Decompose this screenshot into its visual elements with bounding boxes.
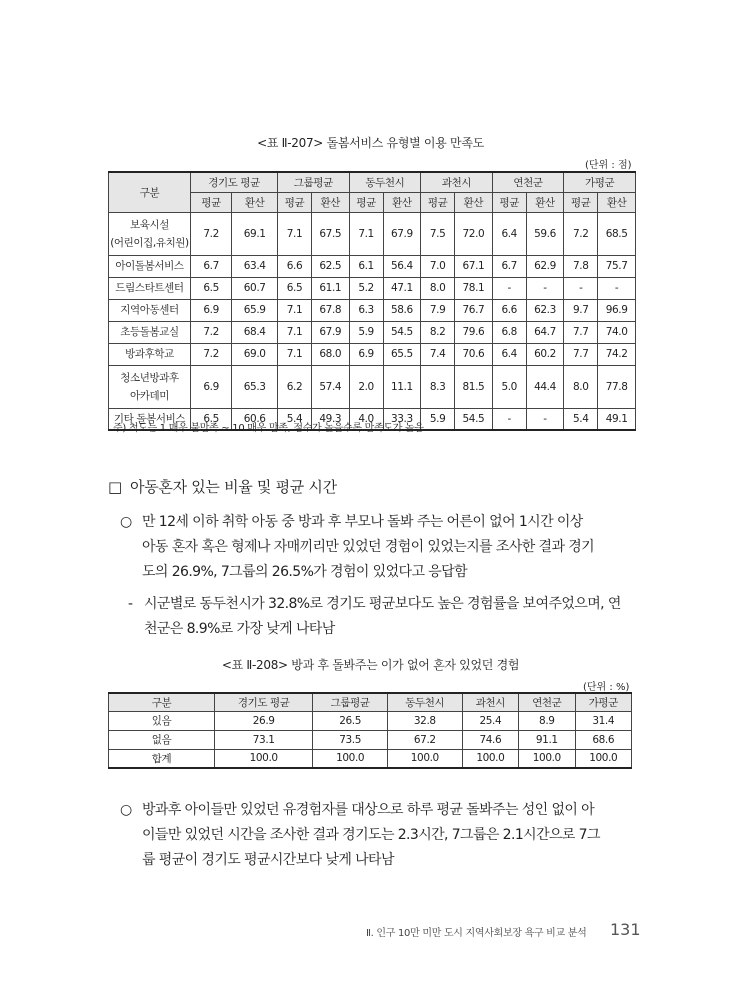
- row-label-line: (어린이집,유치원): [110, 236, 189, 249]
- table1-corner: 구분: [109, 172, 191, 212]
- table-cell: 62.3: [526, 299, 564, 321]
- table-cell: 7.1: [278, 321, 312, 343]
- table-cell: 8.2: [421, 321, 455, 343]
- table-cell: 7.2: [191, 321, 232, 343]
- table-cell: 67.9: [383, 212, 421, 255]
- table1-subheader: 평균: [492, 192, 526, 212]
- table-cell: 69.1: [232, 212, 278, 255]
- table-cell: -: [526, 408, 564, 430]
- table1-group-header: 가평군: [564, 172, 636, 192]
- table-cell: 6.8: [492, 321, 526, 343]
- table-cell: 74.0: [598, 321, 636, 343]
- table-cell: 74.6: [462, 730, 518, 749]
- table-cell: 8.0: [421, 277, 455, 299]
- table1-group-header: 연천군: [492, 172, 564, 192]
- table2-header: 경기도 평균: [215, 693, 313, 711]
- table-cell: 7.8: [564, 255, 598, 277]
- row-label-line: 방과후학교: [125, 348, 174, 360]
- table-cell: 73.1: [215, 730, 313, 749]
- table-cell: 6.4: [492, 212, 526, 255]
- table-cell: 5.9: [421, 408, 455, 430]
- table1-group-header: 동두천시: [349, 172, 421, 192]
- table-cell: 8.9: [519, 711, 575, 730]
- paragraph-3: [120, 798, 640, 873]
- table-cell: 58.6: [383, 299, 421, 321]
- table1-subheader: 환산: [455, 192, 493, 212]
- row-label-line: 아카데미: [130, 389, 169, 402]
- table-cell: 31.4: [575, 711, 631, 730]
- table1-subheader: 환산: [232, 192, 278, 212]
- table-cell: 6.6: [492, 299, 526, 321]
- table2-unit: (단위 : %): [583, 682, 630, 693]
- table-cell: 61.1: [311, 277, 349, 299]
- table-cell: 100.0: [387, 749, 462, 768]
- row-label: [109, 365, 191, 408]
- table-cell: 7.1: [278, 343, 312, 365]
- table-cell: 91.1: [519, 730, 575, 749]
- table-row: [109, 212, 636, 255]
- paragraph-3-line: 룹 평균이 경기도 평균시간보다 낮게 나타남: [142, 852, 394, 868]
- row-label: 있음: [109, 711, 215, 730]
- table-cell: 69.0: [232, 343, 278, 365]
- table-cell: 7.5: [421, 212, 455, 255]
- table-cell: 74.2: [598, 343, 636, 365]
- row-label: [109, 343, 191, 365]
- table-cell: 67.9: [311, 321, 349, 343]
- table-cell: 49.3: [311, 408, 349, 430]
- table-cell: 54.5: [455, 408, 493, 430]
- table-cell: 59.6: [526, 212, 564, 255]
- table-cell: 65.9: [232, 299, 278, 321]
- table1-group-header: 경기도 평균: [191, 172, 278, 192]
- paragraph-1-line: 만 12세 이하 취학 아동 중 방과 후 부모나 돌봐 주는 어른이 없어 1시간 이상: [142, 514, 583, 530]
- table-cell: 6.4: [492, 343, 526, 365]
- paragraph-2-line: 천군은 8.9%로 가장 낮게 나타남: [144, 621, 335, 637]
- row-label: [109, 299, 191, 321]
- paragraph-1-line: 도의 26.9%, 7그룹의 26.5%가 경험이 있었다고 응답함: [142, 564, 467, 580]
- table-cell: 75.7: [598, 255, 636, 277]
- row-label-line: 보육시설: [130, 218, 169, 231]
- table-cell: 6.9: [349, 343, 383, 365]
- table-cell: 100.0: [313, 749, 388, 768]
- table-cell: 6.9: [191, 299, 232, 321]
- table2-header: 구분: [109, 693, 215, 711]
- table1-subheader: 평균: [564, 192, 598, 212]
- table-cell: 9.7: [564, 299, 598, 321]
- table-cell: 11.1: [383, 365, 421, 408]
- table-cell: 5.9: [349, 321, 383, 343]
- table-cell: 100.0: [519, 749, 575, 768]
- table-cell: -: [492, 408, 526, 430]
- table-cell: 5.4: [278, 408, 312, 430]
- table-cell: 7.1: [278, 212, 312, 255]
- table-cell: 56.4: [383, 255, 421, 277]
- table-cell: 62.5: [311, 255, 349, 277]
- table-cell: 7.1: [349, 212, 383, 255]
- table1-subheader: 환산: [311, 192, 349, 212]
- table-cell: 68.0: [311, 343, 349, 365]
- circle-bullet-icon: ○: [120, 514, 132, 530]
- table-cell: 73.5: [313, 730, 388, 749]
- table-cell: 77.8: [598, 365, 636, 408]
- table-cell: 96.9: [598, 299, 636, 321]
- table-cell: 78.1: [455, 277, 493, 299]
- paragraph-3-line: 이들만 있었던 시간을 조사한 결과 경기도는 2.3시간, 7그룹은 2.1시간으로 7그: [142, 827, 600, 843]
- table1-subheader: 평균: [191, 192, 232, 212]
- table-cell: 7.4: [421, 343, 455, 365]
- table-cell: 7.7: [564, 321, 598, 343]
- table-row: [109, 730, 632, 749]
- table-cell: 8.0: [564, 365, 598, 408]
- table-cell: 100.0: [215, 749, 313, 768]
- table-cell: 7.2: [191, 343, 232, 365]
- table-cell: 32.8: [387, 711, 462, 730]
- table-row: [109, 277, 636, 299]
- table-cell: 81.5: [455, 365, 493, 408]
- table-cell: 6.6: [278, 255, 312, 277]
- table-cell: 79.6: [455, 321, 493, 343]
- row-label-line: 청소년방과후: [120, 371, 179, 384]
- table-cell: 5.0: [492, 365, 526, 408]
- table-cell: 26.5: [313, 711, 388, 730]
- table-cell: 63.4: [232, 255, 278, 277]
- table-cell: 44.4: [526, 365, 564, 408]
- table1-subheader: 평균: [278, 192, 312, 212]
- row-label-line: 기타 돌봄서비스: [113, 412, 186, 425]
- section-heading-text: 아동혼자 있는 비율 및 평균 시간: [130, 478, 337, 496]
- row-label: 합계: [109, 749, 215, 768]
- table1-group-header: 그룹평균: [278, 172, 350, 192]
- table-cell: 76.7: [455, 299, 493, 321]
- table1-subheader: 평균: [421, 192, 455, 212]
- table-cell: 26.9: [215, 711, 313, 730]
- table-row: [109, 365, 636, 408]
- table1-subheader: 평균: [349, 192, 383, 212]
- row-label: [109, 277, 191, 299]
- table-cell: 7.9: [421, 299, 455, 321]
- table-cell: 6.3: [349, 299, 383, 321]
- table-cell: 68.5: [598, 212, 636, 255]
- table-cell: 6.5: [278, 277, 312, 299]
- table-row: [109, 749, 632, 768]
- table-cell: -: [526, 277, 564, 299]
- table-row: [109, 343, 636, 365]
- table-cell: 60.6: [232, 408, 278, 430]
- square-bullet-icon: □: [108, 478, 122, 496]
- table1-unit: (단위 : 점): [585, 160, 632, 171]
- table2-header: 과천시: [462, 693, 518, 711]
- table1-title: <표 Ⅱ-207> 돌봄서비스 유형별 이용 만족도: [257, 136, 484, 150]
- row-label: 없음: [109, 730, 215, 749]
- table-cell: 67.1: [455, 255, 493, 277]
- paragraph-2-line: 시군별로 동두천시가 32.8%로 경기도 평균보다도 높은 경험률을 보여주었으며, 연: [144, 596, 621, 612]
- paragraph-1-line: 아동 혼자 혹은 형제나 자매끼리만 있었던 경험이 있었는지를 조사한 결과 경기: [142, 539, 595, 555]
- table-cell: 4.0: [349, 408, 383, 430]
- table1-subheader: 환산: [526, 192, 564, 212]
- table-cell: 67.5: [311, 212, 349, 255]
- table-cell: 100.0: [462, 749, 518, 768]
- table-cell: 33.3: [383, 408, 421, 430]
- table-cell: 68.4: [232, 321, 278, 343]
- table-cell: 6.7: [191, 255, 232, 277]
- table1-subheader: 환산: [383, 192, 421, 212]
- satisfaction-table: [108, 171, 636, 431]
- circle-bullet-icon: ○: [120, 802, 132, 818]
- table-cell: 2.0: [349, 365, 383, 408]
- row-label-line: 초등돌봄교실: [120, 326, 179, 338]
- table-row: [109, 711, 632, 730]
- table-cell: 7.0: [421, 255, 455, 277]
- table-cell: -: [598, 277, 636, 299]
- row-label-line: 지역아동센터: [120, 304, 179, 316]
- table2-header: 그룹평균: [313, 693, 388, 711]
- row-label-line: 드림스타트센터: [115, 282, 184, 294]
- row-label-line: 아이돌봄서비스: [115, 260, 184, 272]
- paragraph-3-line: 방과후 아이들만 있었던 유경험자를 대상으로 하루 평균 돌봐주는 성인 없이 아: [142, 802, 595, 818]
- row-label: [109, 212, 191, 255]
- table-row: [109, 299, 636, 321]
- table-cell: 67.2: [387, 730, 462, 749]
- table-cell: 5.4: [564, 408, 598, 430]
- table1-group-header: 과천시: [421, 172, 493, 192]
- table2-header: 동두천시: [387, 693, 462, 711]
- table-cell: 6.2: [278, 365, 312, 408]
- table-cell: 72.0: [455, 212, 493, 255]
- row-label: [109, 321, 191, 343]
- table-cell: 65.5: [383, 343, 421, 365]
- paragraph-2: [128, 592, 640, 642]
- section-heading: [108, 476, 337, 497]
- table2-header: 가평군: [575, 693, 631, 711]
- alone-experience-table: [108, 692, 632, 769]
- table-cell: 68.6: [575, 730, 631, 749]
- table-cell: 8.3: [421, 365, 455, 408]
- table-cell: 70.6: [455, 343, 493, 365]
- table-cell: 54.5: [383, 321, 421, 343]
- table-cell: 65.3: [232, 365, 278, 408]
- table-cell: 62.9: [526, 255, 564, 277]
- table-cell: 7.1: [278, 299, 312, 321]
- table-cell: 100.0: [575, 749, 631, 768]
- footer-text: Ⅱ. 인구 10만 미만 도시 지역사회보장 욕구 비교 분석: [366, 928, 587, 939]
- table-cell: 5.2: [349, 277, 383, 299]
- table-cell: 57.4: [311, 365, 349, 408]
- table-cell: -: [564, 277, 598, 299]
- paragraph-1: [120, 510, 640, 585]
- table1-note: 주) 척도는 1 매우 불만족 ~ 10 매우 만족, 점수가 높을수록 만족도가 높음: [113, 423, 424, 434]
- table-cell: 60.2: [526, 343, 564, 365]
- table2-title: <표 Ⅱ-208> 방과 후 돌봐주는 이가 없어 혼자 있었던 경험: [221, 658, 520, 672]
- table-cell: 7.2: [564, 212, 598, 255]
- table-cell: 60.7: [232, 277, 278, 299]
- table-cell: 67.8: [311, 299, 349, 321]
- row-label: [109, 255, 191, 277]
- dash-bullet-icon: -: [128, 596, 133, 612]
- table-cell: 6.1: [349, 255, 383, 277]
- table-cell: 7.7: [564, 343, 598, 365]
- table-cell: 6.7: [492, 255, 526, 277]
- table-row: [109, 255, 636, 277]
- table1-subheader: 환산: [598, 192, 636, 212]
- table-cell: 6.5: [191, 277, 232, 299]
- table-cell: -: [492, 277, 526, 299]
- table-cell: 7.2: [191, 212, 232, 255]
- table-cell: 47.1: [383, 277, 421, 299]
- table-row: [109, 321, 636, 343]
- table-cell: 64.7: [526, 321, 564, 343]
- table2-header: 연천군: [519, 693, 575, 711]
- table-cell: 6.9: [191, 365, 232, 408]
- table-cell: 6.5: [191, 408, 232, 430]
- table-cell: 49.1: [598, 408, 636, 430]
- table-cell: 25.4: [462, 711, 518, 730]
- page-number: 131: [610, 920, 641, 939]
